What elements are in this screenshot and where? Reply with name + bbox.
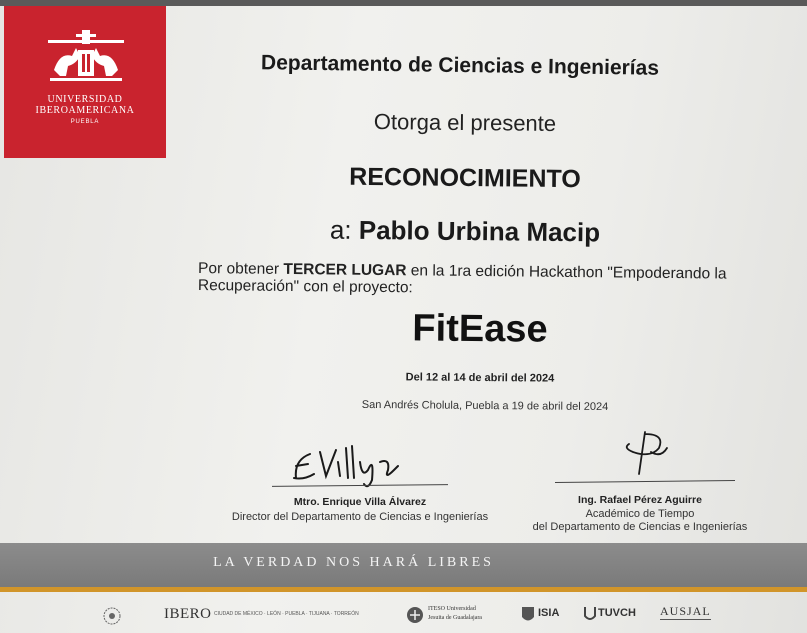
iteso-line1: ITESO Universidad — [428, 606, 476, 612]
signature-2-role-line2: del Departamento de Ciencias e Ingenierías — [532, 521, 748, 533]
award-reason — [198, 260, 768, 300]
place-date: San Andrés Cholula, Puebla a 19 de abril del 2024 — [361, 398, 609, 414]
recipient-prefix: a: — [329, 214, 352, 245]
tuvch-logo: TUVCH — [598, 607, 636, 619]
reason-place: TERCER LUGAR — [283, 260, 407, 280]
motto: LA VERDAD NOS HARÁ LIBRES — [213, 555, 494, 570]
grant-text: Otorga el presente — [373, 109, 557, 136]
sun-logo-icon — [100, 604, 134, 628]
signature-1-role: Director del Departamento de Ciencias e Ingenierías — [231, 511, 489, 523]
signature-2-role-line1: Académico de Tiempo — [585, 508, 695, 520]
iteso-logo-icon — [406, 604, 424, 626]
project-name: FitEase — [412, 307, 548, 351]
department-title: Departamento de Ciencias e Ingenierías — [260, 51, 660, 80]
logo-name-line2: IBEROAMERICANA — [35, 105, 135, 116]
crest-icon — [46, 30, 126, 92]
signature-2-icon — [615, 428, 675, 478]
signature-1-icon — [290, 440, 420, 490]
certificate-title: RECONOCIMIENTO — [349, 162, 581, 194]
signature-2-line — [555, 480, 735, 483]
ibero-logo: IBERO — [164, 606, 212, 622]
reason-pre: Por obtener — [198, 260, 284, 278]
logo-name-line1: UNIVERSIDAD — [47, 94, 123, 105]
isia-shield-icon — [520, 604, 536, 626]
iteso-line2: Jesuita de Guadalajara — [428, 615, 482, 621]
recipient — [240, 214, 690, 250]
gold-accent-line — [0, 587, 807, 592]
tuvch-icon — [583, 604, 597, 624]
university-logo — [4, 6, 166, 158]
signature-2-name: Ing. Rafael Pérez Aguirre — [578, 494, 702, 506]
ibero-cities: CIUDAD DE MÉXICO · LEÓN · PUEBLA · TIJUANA · TORREÓN — [214, 611, 359, 617]
isia-logo: ISIA — [538, 607, 560, 619]
logo-city: PUEBLA — [70, 119, 100, 125]
event-dates: Del 12 al 14 de abril del 2024 — [405, 371, 555, 385]
signature-1-name: Mtro. Enrique Villa Álvarez — [293, 496, 427, 508]
ausjal-logo: AUSJAL — [660, 604, 711, 618]
reason-post: en la 1ra edición Hackathon "Empoderando la Recuperación" con el proyecto: — [197, 262, 727, 297]
recipient-name: Pablo Urbina Macip — [358, 214, 601, 248]
